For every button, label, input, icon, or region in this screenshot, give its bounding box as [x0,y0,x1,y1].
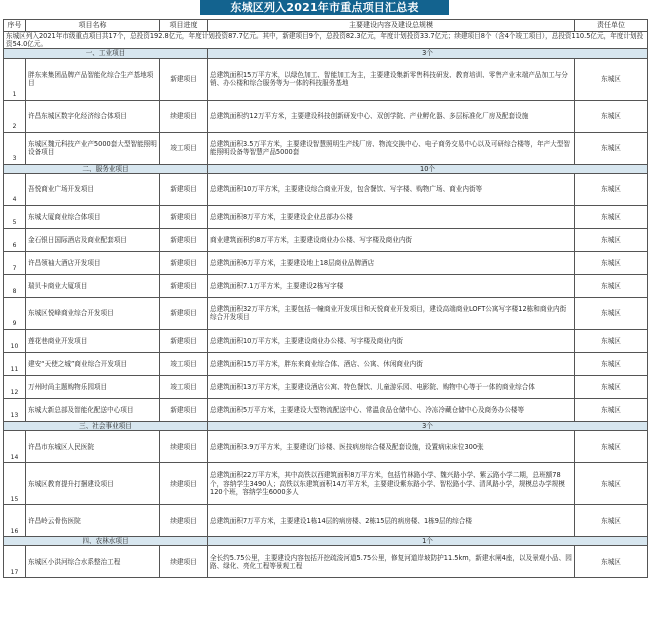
row-name: 胖东来集团品牌产品智能化综合生产基地项目 [26,58,160,100]
row-progress: 竣工项目 [160,132,208,164]
row-no: 10 [4,329,26,352]
row-unit: 东城区 [575,173,648,205]
table-row [4,463,648,505]
header-row [4,20,648,32]
table-row [4,297,648,329]
row-scale: 总建筑面积7万平方米，主要建设1栋14层的病房楼、2栋15层的病房楼、1栋9层的综合楼 [208,505,575,537]
row-scale: 总建筑面积7.1万平方米，主要建设2栋写字楼 [208,274,575,297]
row-unit: 东城区 [575,375,648,398]
row-no: 16 [4,505,26,537]
header-scale: 主要建设内容及建设总规模 [208,20,575,32]
summary-text: 东城区列入2021年市级重点项目共17个，总投资192.8亿元，年度计划投资87.7亿元。其中，新建项目9个，总投资82.3亿元，年度计划投资33.7亿元；续建项目8个（含4个竣工项目），总投资110.5亿元，年度计划投资54.0亿元。 [4,32,648,49]
table-row [4,274,648,297]
row-no: 13 [4,398,26,421]
row-name: 许昌市东城区人民医院 [26,431,160,463]
row-unit: 东城区 [575,100,648,132]
row-no: 8 [4,274,26,297]
row-unit: 东城区 [575,251,648,274]
header-progress: 项目进度 [160,20,208,32]
section-row [4,537,648,546]
row-no: 15 [4,463,26,505]
row-unit: 东城区 [575,329,648,352]
row-no: 17 [4,546,26,578]
row-no: 11 [4,352,26,375]
table-row [4,173,648,205]
row-scale: 总建筑面积约12万平方米，主要建设科技创新研发中心、双创学院、产业孵化器、多层标准化厂房及配套设施 [208,100,575,132]
row-name: 东城区小洪河综合水系整治工程 [26,546,160,578]
section-name: 三、社会事业项目 [4,421,208,430]
row-progress: 新建项目 [160,274,208,297]
row-no: 5 [4,205,26,228]
row-progress: 续建项目 [160,431,208,463]
row-unit: 东城区 [575,463,648,505]
row-unit: 东城区 [575,398,648,421]
row-scale: 总建筑面积15万平方米，胖东来商业综合体、酒店、公寓、休闲商业内街 [208,352,575,375]
table-row [4,228,648,251]
table-row [4,505,648,537]
row-scale: 总建筑面积32万平方米，主要包括一幢商业开发项目和天悦商业开发项目，建设高端商业LOFT公寓写字楼12栋和商业内街综合开发项目 [208,297,575,329]
row-unit: 东城区 [575,274,648,297]
row-name: 东城区魏元科技产业产5000套大型智能照明设备项目 [26,132,160,164]
row-progress: 新建项目 [160,205,208,228]
row-name: 万州时尚主题购物乐园项目 [26,375,160,398]
row-progress: 续建项目 [160,100,208,132]
row-name: 许昌领袖大酒店开发项目 [26,251,160,274]
row-no: 4 [4,173,26,205]
section-count: 3个 [208,49,648,58]
table-title: 东城区列入2021年市重点项目汇总表 [200,0,449,15]
row-unit: 东城区 [575,505,648,537]
row-scale: 总建筑面积3.5万平方米，主要建设智慧照明生产线厂房、物流交换中心、电子商务交易中心以及可研综合楼等，年产大型智能照明设备等智慧产品5000套 [208,132,575,164]
row-name: 许昌东城区数字化经济综合体项目 [26,100,160,132]
row-name: 许昌岭云骨伤医院 [26,505,160,537]
table-row [4,431,648,463]
row-name: 东城大新总部及智能化配送中心项目 [26,398,160,421]
table-row [4,329,648,352]
row-name: 瑞贝卡商业大厦项目 [26,274,160,297]
table-row [4,132,648,164]
header-no: 序号 [4,20,26,32]
section-name: 一、工业项目 [4,49,208,58]
row-name: 东城大厦商业综合体项目 [26,205,160,228]
row-scale: 总建筑面积13万平方米，主要建设酒店公寓、特色餐饮、儿童游乐园、电影院、购物中心等于一体的商业综合体 [208,375,575,398]
table-row [4,352,648,375]
section-name: 二、服务业项目 [4,164,208,173]
row-progress: 新建项目 [160,58,208,100]
row-unit: 东城区 [575,297,648,329]
row-no: 12 [4,375,26,398]
row-scale: 总建筑面积10万平方米，主要建设商业办公楼、写字楼及商业内街 [208,329,575,352]
row-scale: 总建筑面积10万平方米，主要建设综合商业开发，包含餐饮、写字楼、购物广场、商业内街等 [208,173,575,205]
row-name: 金石银日国际酒店及商业配套项目 [26,228,160,251]
row-scale: 商业建筑面积约8万平方米，主要建设商业办公楼、写字楼及商业内街 [208,228,575,251]
row-unit: 东城区 [575,546,648,578]
table-row [4,375,648,398]
row-progress: 新建项目 [160,173,208,205]
row-no: 9 [4,297,26,329]
table-row [4,398,648,421]
row-unit: 东城区 [575,205,648,228]
row-scale: 总建筑面积3.9万平方米，主要建设门诊楼、医技病房综合楼及配套设施，设置病床床位300张 [208,431,575,463]
table-row [4,205,648,228]
row-no: 3 [4,132,26,164]
row-progress: 续建项目 [160,546,208,578]
row-unit: 东城区 [575,58,648,100]
header-unit: 责任单位 [575,20,648,32]
section-row [4,49,648,58]
table-row [4,251,648,274]
row-progress: 新建项目 [160,398,208,421]
row-no: 1 [4,58,26,100]
row-unit: 东城区 [575,431,648,463]
summary-row [4,32,648,49]
row-unit: 东城区 [575,352,648,375]
row-progress: 续建项目 [160,463,208,505]
row-name: 吾悦商业广场开发项目 [26,173,160,205]
row-progress: 竣工项目 [160,352,208,375]
row-scale: 全长约5.75公里，主要建设内容包括开挖疏浚河道5.75公里，修复河道岸坡防护11.5km，新建水闸4座，以及景观小品、园路、绿化、亮化工程等景观工程 [208,546,575,578]
table-row [4,546,648,578]
row-no: 6 [4,228,26,251]
row-name: 东城区教育提升打捆建设项目 [26,463,160,505]
projects-table [3,19,648,578]
row-progress: 新建项目 [160,251,208,274]
table-row [4,100,648,132]
row-progress: 续建项目 [160,505,208,537]
row-scale: 总建筑面积8万平方米，主要建设企业总部办公楼 [208,205,575,228]
row-progress: 竣工项目 [160,375,208,398]
row-scale: 总建筑面积6万平方米，主要建设地上18层商业品牌酒店 [208,251,575,274]
section-count: 3个 [208,421,648,430]
row-no: 14 [4,431,26,463]
row-scale: 总建筑面积22万平方米，其中高铁以西建筑面积8万平方米，包括竹林路小学、魏兴路小学、紫云路小学二期，总班额78个，容纳学生3490人；高铁以东建筑面积14万平方米，主要建设紫东路小学、智松路小学、清风路小学，规模总办学规模120个班，容纳学生6000多人 [208,463,575,505]
section-row [4,164,648,173]
section-count: 10个 [208,164,648,173]
row-progress: 新建项目 [160,297,208,329]
header-name: 项目名称 [26,20,160,32]
table-row [4,58,648,100]
row-name: 建安“天使之城”商业综合开发项目 [26,352,160,375]
row-scale: 总建筑面积15万平方米，以绿色加工、智能加工为主，主要建设集新零售科技研发、教育培训、零售产业末端产品加工与分销、办公楼和综合服务等为一体的科技服务基地 [208,58,575,100]
row-unit: 东城区 [575,132,648,164]
row-no: 7 [4,251,26,274]
row-no: 2 [4,100,26,132]
row-progress: 新建项目 [160,228,208,251]
row-scale: 总建筑面积5万平方米，主要建设大型物流配送中心、常温食品仓储中心、冷冻冷藏仓储中心及商务办公楼等 [208,398,575,421]
row-progress: 新建项目 [160,329,208,352]
row-name: 莲花巷商业开发项目 [26,329,160,352]
section-row [4,421,648,430]
section-name: 四、农林水项目 [4,537,208,546]
row-unit: 东城区 [575,228,648,251]
row-name: 东城区悦峰商业综合开发项目 [26,297,160,329]
section-count: 1个 [208,537,648,546]
